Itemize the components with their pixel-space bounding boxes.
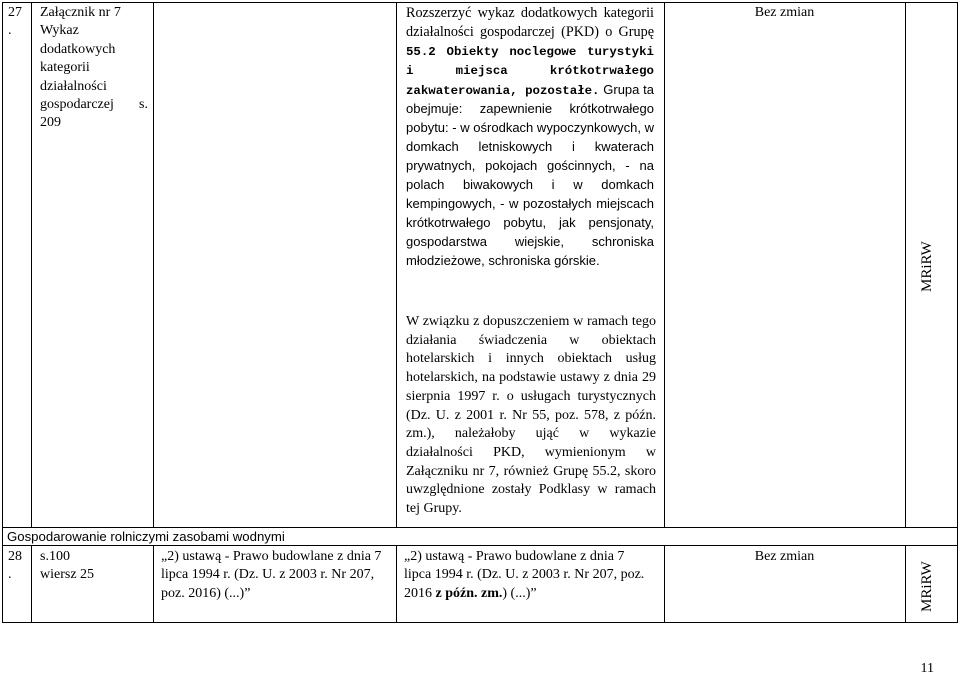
proposal-text-part1: Rozszerzyć wykaz dodatkowych kategorii działalności gospodarczej (PKD) o Grupę (406, 5, 654, 40)
col-divider-1 (31, 2, 32, 527)
attachment-line: gospodarczej s. (40, 97, 148, 113)
row28-number-cell (8, 548, 30, 585)
row27-number: 27 (8, 5, 22, 20)
row27-number-cell (8, 4, 30, 41)
table-top-border (2, 2, 958, 3)
row28-number: 28 (8, 549, 22, 564)
section-bottom-border (2, 545, 958, 546)
proposal-text-part2: Grupa ta obejmuje: zapewnienie krótkotrwałego pobytu: - w ośrodkach wypoczynkowych, w domkach letniskowych i kwaterach prywatnych, pokojach gościnnych, - na polach biwakowych i w domkach kempingowych, - w pozostałych miejscach krótkotrwałego pobytu, jak pensjonaty, gospodarstwa wiejskie, schroniska młodzieżowe, schroniska górskie. (406, 81, 654, 269)
attachment-line: 209 (40, 115, 61, 131)
section-heading: Gospodarowanie rolniczymi zasobami wodnymi (7, 529, 285, 544)
row27-number-dot: . (8, 23, 12, 39)
table-bottom-border (2, 622, 958, 623)
row28-ministry: MRiRW (919, 561, 935, 612)
table-left-border (2, 2, 3, 623)
row27-justification-text: W związku z dopuszczeniem w ramach tego działania świadczenia w obiektach hotelarskich i innych obiektach usług hotelarskich, na podstawie ustawy z dnia 29 sierpnia 1997 r. o usługach turystycznych (Dz. U. z 2001 r. Nr 55, poz. 578, z późn. zm.), należałoby ująć w wykazie działalności PKD, wymienionym w Załączniku nr 7, również Grupę 55.2, skoro uwzględnione zostały Podklasy w ramach tej Grupy. (406, 314, 656, 517)
col-divider-1b (31, 545, 32, 623)
page-number: 11 (920, 661, 934, 676)
col-divider-2b (153, 545, 154, 623)
attachment-line: Wykaz (40, 23, 79, 39)
col-divider-2 (153, 2, 154, 527)
col-divider-3 (396, 2, 397, 527)
attachment-line: kategorii (40, 60, 90, 76)
row28-current-text: „2) ustawą - Prawo budowlane z dnia 7 lipca 1994 r. (Dz. U. z 2003 r. Nr 207, poz. 2016) (...)” (161, 549, 382, 601)
row28-location-cell (40, 548, 152, 585)
row27-ministry: MRiRW (919, 241, 935, 292)
proposed-text-part1: „2) ustawą - Prawo budowlane z dnia 7 lipca 1994 r. (Dz. U. z 2003 r. Nr 207, poz. 2016 (404, 549, 645, 601)
row27-attachment-cell (40, 4, 152, 133)
row27-status: Bez zmian (754, 5, 815, 20)
row28-number-dot: . (8, 567, 12, 583)
row28-status: Bez zmian (754, 549, 815, 564)
attachment-line: działalności (40, 78, 107, 94)
proposal-text-bold: 55.2 Obiekty noclegowe turystyki i miejsca krótkotrwałego zakwaterowania, pozostałe. (406, 45, 654, 98)
table-right-border (957, 2, 958, 623)
row28-proposed-text (404, 548, 654, 603)
proposed-text-bold: z późn. zm. (435, 585, 503, 601)
col-divider-3b (396, 545, 397, 623)
col-divider-5b (905, 545, 906, 623)
attachment-line: dodatkowych (40, 41, 116, 57)
col-divider-5 (905, 2, 906, 527)
row27-proposal-text (406, 4, 654, 271)
col-divider-4 (664, 2, 665, 527)
location-line: s.100 (40, 549, 70, 564)
location-line: wiersz 25 (40, 567, 95, 583)
attachment-line: Załącznik nr 7 (40, 5, 121, 20)
proposed-text-part2: ) (...)” (502, 585, 537, 601)
